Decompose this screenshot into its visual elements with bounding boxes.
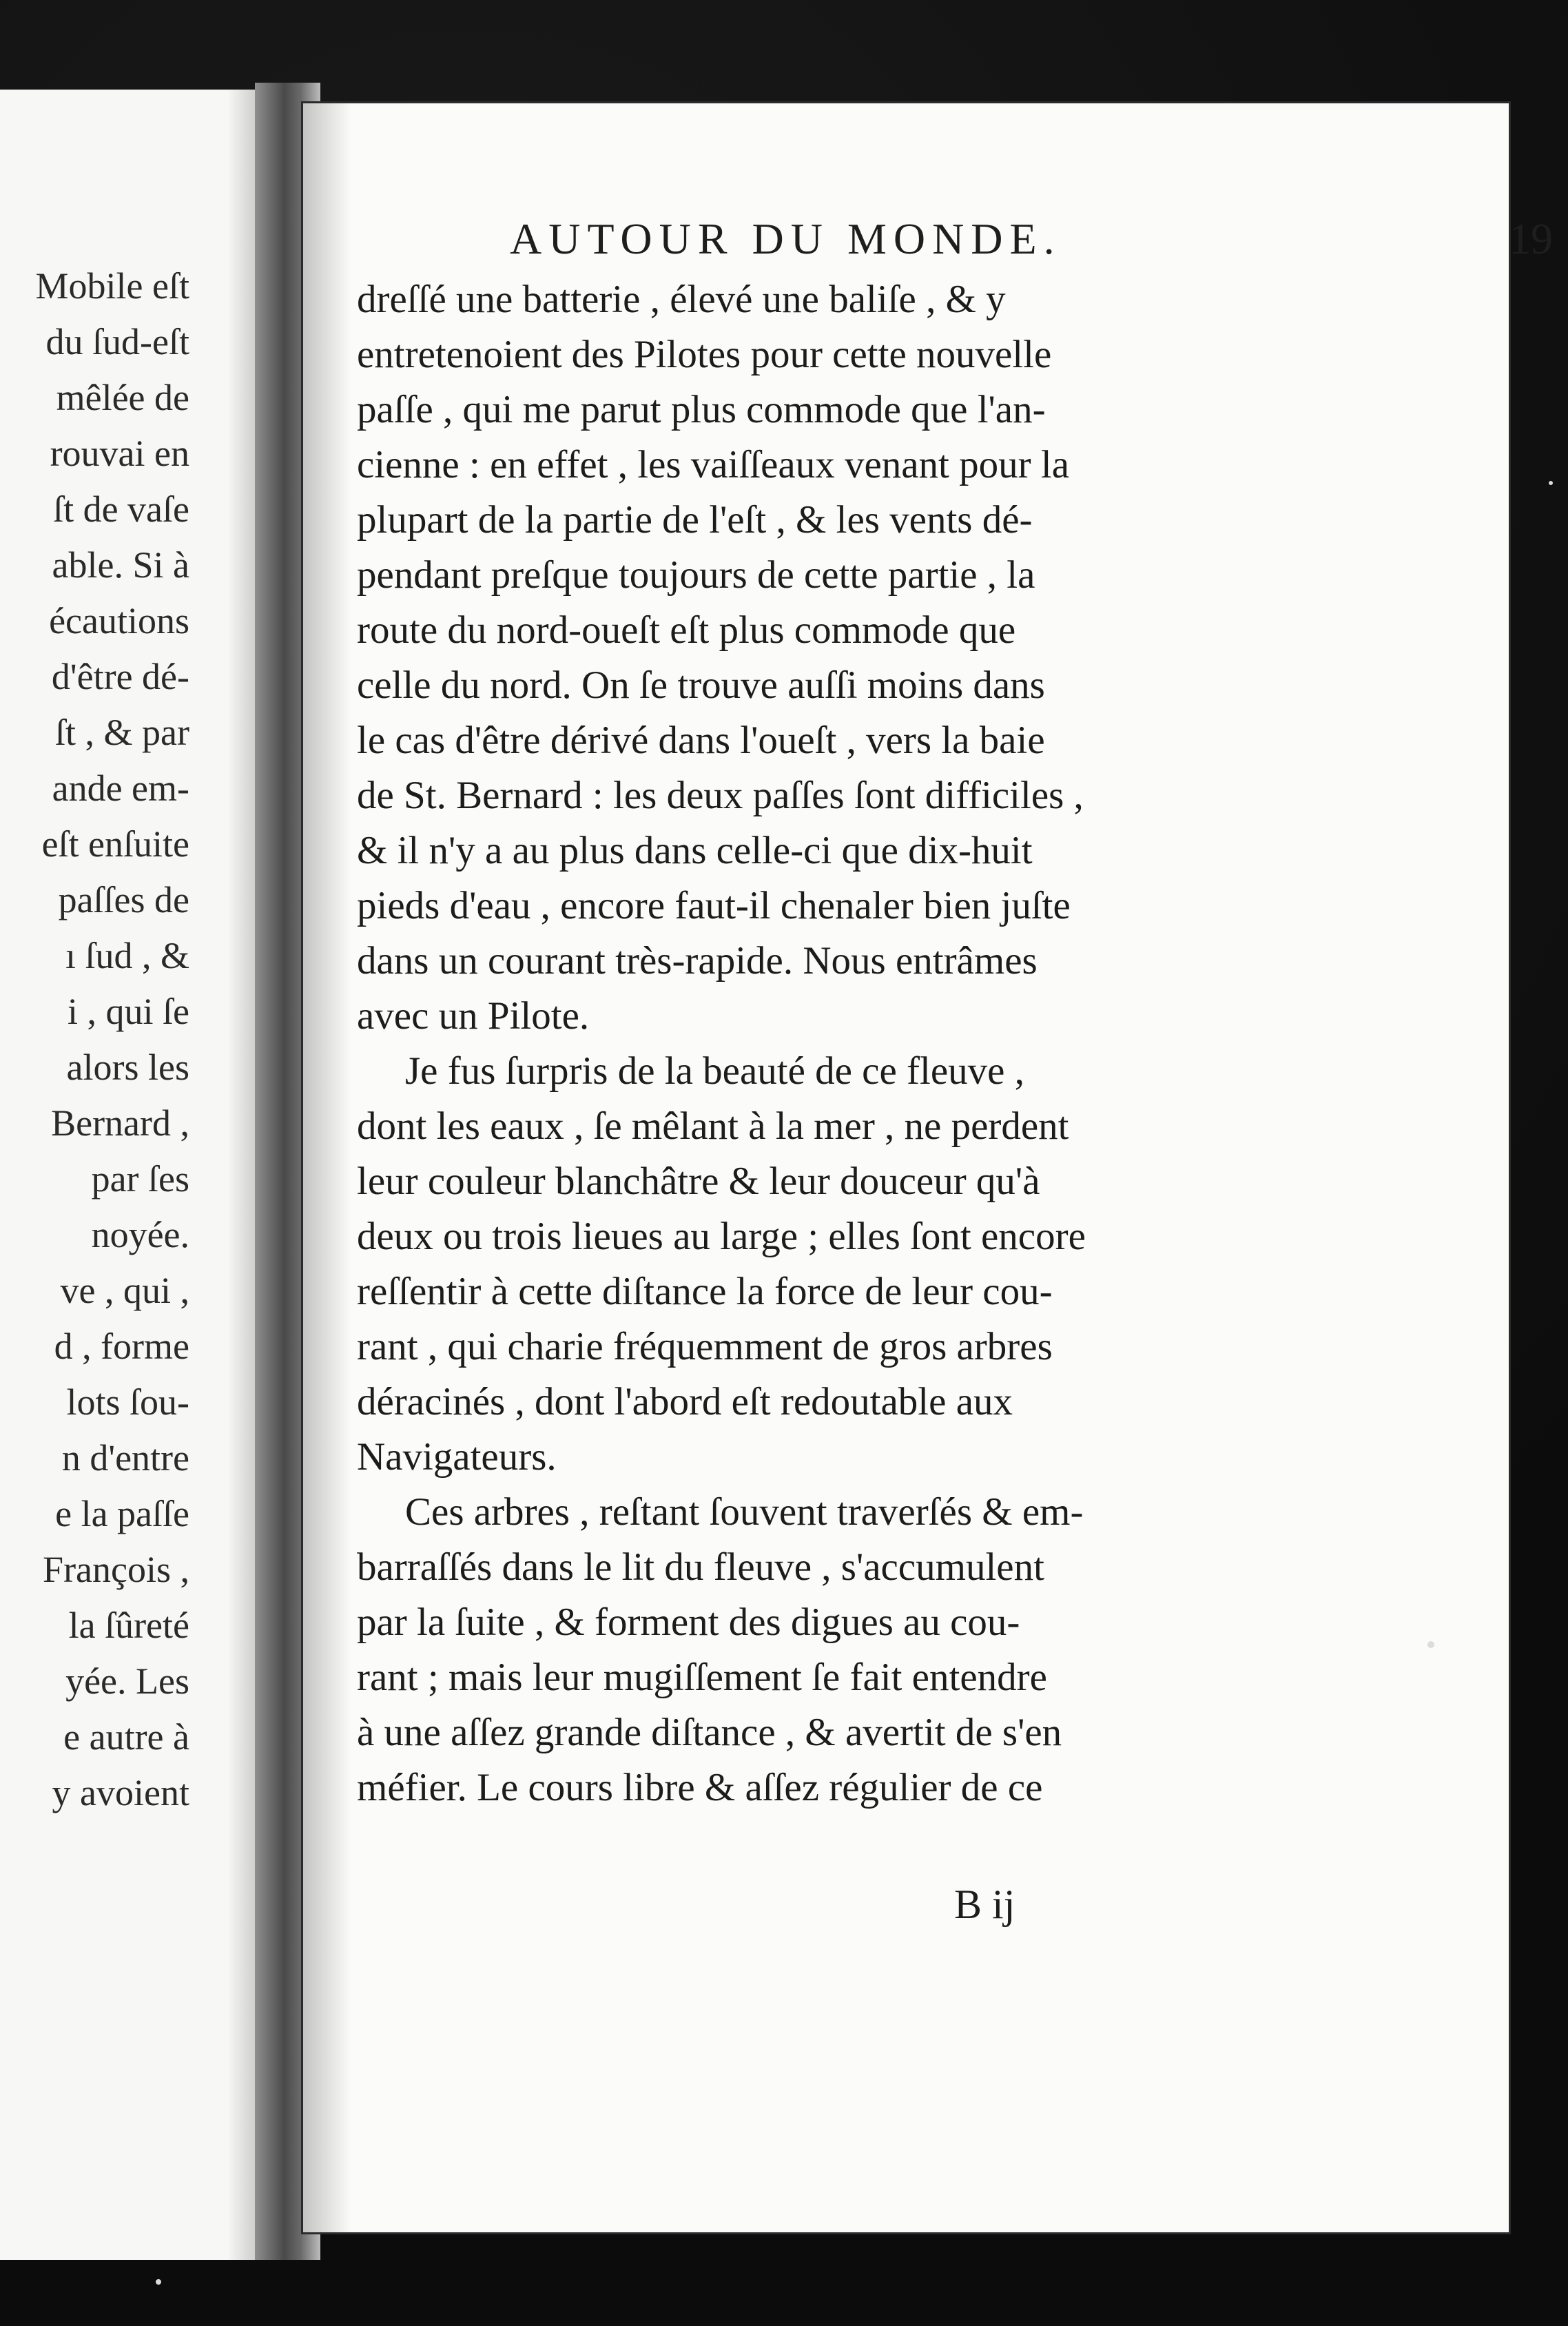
body-line: entretenoient des Pilotes pour cette nouvelle [357, 333, 1052, 376]
body-line: reſſentir à cette diſtance la force de leur cou- [357, 1270, 1053, 1313]
body-line: rant ; mais leur mugiſſement ſe fait entendre [357, 1656, 1047, 1699]
body-line: leur couleur blanchâtre & leur douceur qu'à [357, 1160, 1040, 1203]
body-line: celle du nord. On ſe trouve auſſi moins dans [357, 663, 1045, 707]
body-line: rant , qui charie fréquemment de gros arbres [357, 1325, 1053, 1368]
body-line: par la ſuite , & forment des digues au cou- [357, 1601, 1020, 1644]
left-page-line: écautions [49, 600, 189, 641]
right-page-shade [303, 103, 351, 2232]
left-page-line: d'être dé- [51, 656, 189, 697]
left-page-line: par ſes [91, 1158, 189, 1200]
left-page-line: ande em- [52, 768, 189, 809]
left-page-line: able. Si à [52, 544, 189, 586]
left-page-line: eſt enſuite [41, 823, 189, 865]
signature-mark: B ij [954, 1882, 1015, 1927]
left-page-line: lots ſou- [66, 1381, 189, 1423]
left-page-line: y avoient [52, 1772, 189, 1813]
left-page-line: alors les [66, 1047, 189, 1088]
body-line: pieds d'eau , encore faut-il chenaler bien juſte [357, 884, 1071, 927]
left-page-line: paſſes de [58, 879, 189, 920]
left-page-text [36, 258, 189, 1821]
left-page-line: ſt de vaſe [53, 488, 189, 530]
body-line: dans un courant très-rapide. Nous entrâmes [357, 939, 1038, 982]
left-page-line: n d'entre [61, 1437, 189, 1479]
left-page-line: e autre à [63, 1716, 189, 1758]
left-facing-page [0, 90, 276, 2260]
body-line: le cas d'être dérivé dans l'oueſt , vers la baie [357, 719, 1045, 762]
body-line: paſſe , qui me parut plus commode que l'an- [357, 388, 1046, 431]
left-page-line: yée. Les [65, 1660, 189, 1702]
left-page-line: rouvai en [50, 433, 189, 474]
left-page-line: ı ſud , & [65, 935, 189, 976]
left-page-line: la ſûreté [68, 1605, 189, 1646]
body-line: dreſſé une batterie , élevé une baliſe , & y [357, 278, 1006, 321]
body-line: plupart de la partie de l'eſt , & les vents dé- [357, 498, 1033, 542]
scan-speck [156, 2279, 161, 2285]
left-page-line: i , qui ſe [68, 991, 189, 1032]
body-line: deux ou trois lieues au large ; elles ſont encore [357, 1215, 1086, 1258]
body-line: avec un Pilote. [357, 994, 590, 1038]
left-page-line: ſt , & par [55, 712, 189, 753]
right-page [303, 103, 1553, 2232]
running-head-title: AUTOUR DU MONDE. [510, 214, 1062, 263]
body-line: route du nord-oueſt eſt plus commode que [357, 608, 1016, 652]
left-page-line: Mobile eſt [35, 265, 189, 307]
left-page-line: ve , qui , [60, 1270, 189, 1311]
left-page-line: mêlée de [56, 377, 189, 418]
scan-speck [1427, 1641, 1434, 1648]
left-page-line: du ſud-eſt [45, 321, 189, 362]
body-line: & il n'y a au plus dans celle-ci que dix-huit [357, 829, 1033, 872]
body-line: Ces arbres , reſtant ſouvent traverſés & em- [405, 1490, 1084, 1534]
left-page-line: d , forme [54, 1326, 189, 1367]
body-line: Navigateurs. [357, 1435, 557, 1479]
page-number: 19 [1509, 214, 1553, 263]
body-line: cienne : en effet , les vaiſſeaux venant pour la [357, 443, 1070, 486]
body-line: de St. Bernard : les deux paſſes ſont difficiles , [357, 774, 1084, 817]
left-page-line: François , [43, 1549, 189, 1590]
running-head [510, 214, 1553, 265]
left-page-line: noyée. [91, 1214, 189, 1255]
body-text [357, 272, 1528, 1815]
body-line: méfier. Le cours libre & aſſez régulier de ce [357, 1766, 1043, 1809]
body-line: Je fus ſurpris de la beauté de ce fleuve , [405, 1049, 1024, 1093]
body-line: pendant preſque toujours de cette partie , la [357, 553, 1035, 597]
body-line: déracinés , dont l'abord eſt redoutable aux [357, 1380, 1013, 1423]
body-line: à une aſſez grande diſtance , & avertit de s'en [357, 1711, 1062, 1754]
body-line: barraſſés dans le lit du fleuve , s'accumulent [357, 1545, 1044, 1589]
left-page-line: e la paſſe [55, 1493, 189, 1534]
left-page-line: Bernard , [51, 1102, 189, 1144]
body-line: dont les eaux , ſe mêlant à la mer , ne perdent [357, 1104, 1069, 1148]
scan-speck [1549, 481, 1553, 485]
